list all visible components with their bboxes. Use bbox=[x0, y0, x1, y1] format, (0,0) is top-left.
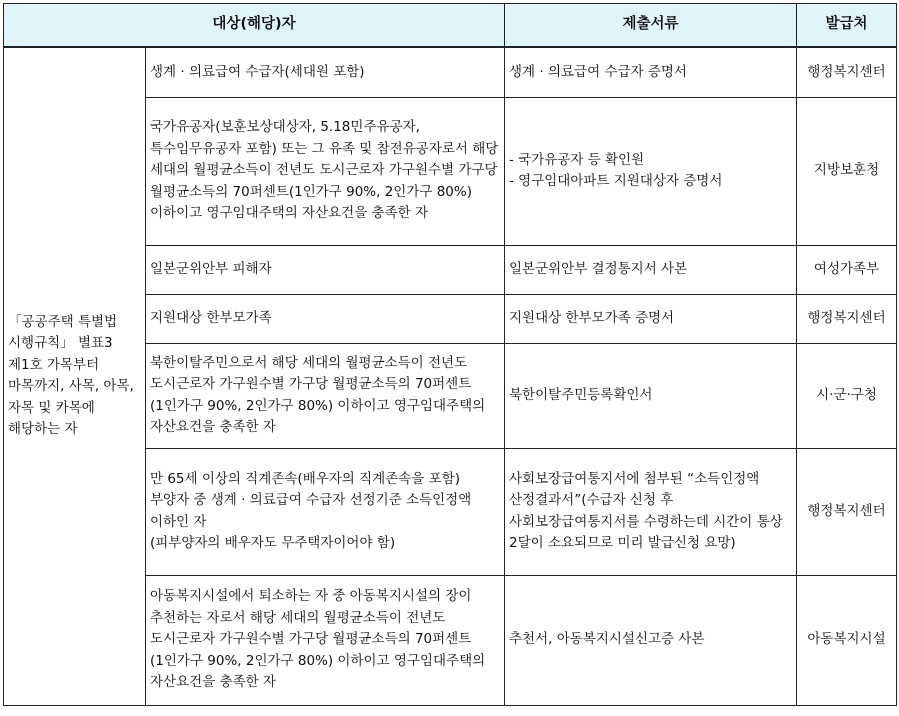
doc-item: 지원대상 한부모가족 증명서 bbox=[509, 309, 675, 326]
header-docs: 제출서류 bbox=[505, 4, 797, 48]
table-row bbox=[4, 47, 897, 97]
target-note: (피부양자의 배우자도 무주택자이어야 함) bbox=[150, 535, 396, 551]
doc-item: 생계 · 의료급여 수급자 증명서 bbox=[509, 63, 687, 80]
issuer-cell: 지방보훈청 bbox=[797, 97, 897, 245]
issuer-cell: 행정복지센터 bbox=[797, 448, 897, 575]
eligibility-documents-table bbox=[3, 3, 897, 706]
group-label: 「공공주택 특별법 시행규칙」 별표3 제1호 가목부터 마목까지, 사목, 아목, 자목 및 카목에 해당하는 자 bbox=[4, 47, 146, 705]
target-cell: 국가유공자(보훈보상대상자, 5.18민주유공자, 특수임무유공자 포함) 또는 그 유족 및 참전유공자로서 해당 세대의 월평균소득이 전년도 도시근로자 가구원수별 가구당 월평균소득의 70퍼센트(1인가구 90%, 2인가구 80%) 이하이고 영구임대주택의 자산요건을 충족한 자 bbox=[146, 97, 505, 245]
issuer-cell: 여성가족부 bbox=[797, 245, 897, 294]
docs-cell bbox=[505, 245, 797, 294]
docs-cell bbox=[505, 294, 797, 343]
doc-item: - 국가유공자 등 확인원 bbox=[509, 151, 645, 168]
header-target: 대상(해당)자 bbox=[4, 4, 505, 48]
issuer-cell: 아동복지시설 bbox=[797, 575, 897, 705]
docs-cell bbox=[505, 97, 797, 245]
table-header-row bbox=[4, 4, 897, 48]
target-cell: 아동복지시설에서 퇴소하는 자 중 아동복지시설의 장이 추천하는 자로서 해당 세대의 월평균소득이 전년도 도시근로자 가구원수별 가구당 월평균소득의 70퍼센트(1인가구 90%, 2인가구 80%) 이하이고 영구임대주택의 자산요건을 충족한 자 bbox=[146, 575, 505, 705]
target-cell: 일본군위안부 피해자 bbox=[146, 245, 505, 294]
docs-cell bbox=[505, 47, 797, 97]
target-text: 만 65세 이상의 직계존속(배우자의 직계존속을 포함) 부양자 중 생계 · 의료급여 수급자 선정기준 소득인정액 이하인 자 bbox=[150, 470, 472, 530]
target-cell bbox=[146, 448, 505, 575]
issuer-cell: 행정복지센터 bbox=[797, 47, 897, 97]
target-cell: 북한이탈주민으로서 해당 세대의 월평균소득이 전년도 도시근로자 가구원수별 가구당 월평균소득의 70퍼센트(1인가구 90%, 2인가구 80%) 이하이고 영구임대주택의 자산요건을 충족한 자 bbox=[146, 343, 505, 448]
target-cell: 생계 · 의료급여 수급자(세대원 포함) bbox=[146, 47, 505, 97]
docs-cell bbox=[505, 448, 797, 575]
doc-item: 일본군위안부 결정통지서 사본 bbox=[509, 260, 688, 277]
issuer-cell: 행정복지센터 bbox=[797, 294, 897, 343]
docs-cell bbox=[505, 343, 797, 448]
doc-item: - 영구임대아파트 지원대상자 증명서 bbox=[509, 173, 723, 189]
docs-cell bbox=[505, 575, 797, 705]
issuer-cell: 시·군·구청 bbox=[797, 343, 897, 448]
doc-item: 북한이탈주민등록확인서 bbox=[509, 386, 653, 403]
header-issuer: 발급처 bbox=[797, 4, 897, 48]
target-cell: 지원대상 한부모가족 bbox=[146, 294, 505, 343]
doc-item: 추천서, 아동복지시설신고증 사본 bbox=[509, 631, 705, 648]
doc-item: 사회보장급여통지서에 첨부된 “소득인정액 산정결과서”(수급자 신청 후 사회보장급여통지서를 수령하는데 시간이 통상 2달이 소요되므로 미리 발급신청 요망) bbox=[509, 470, 783, 551]
